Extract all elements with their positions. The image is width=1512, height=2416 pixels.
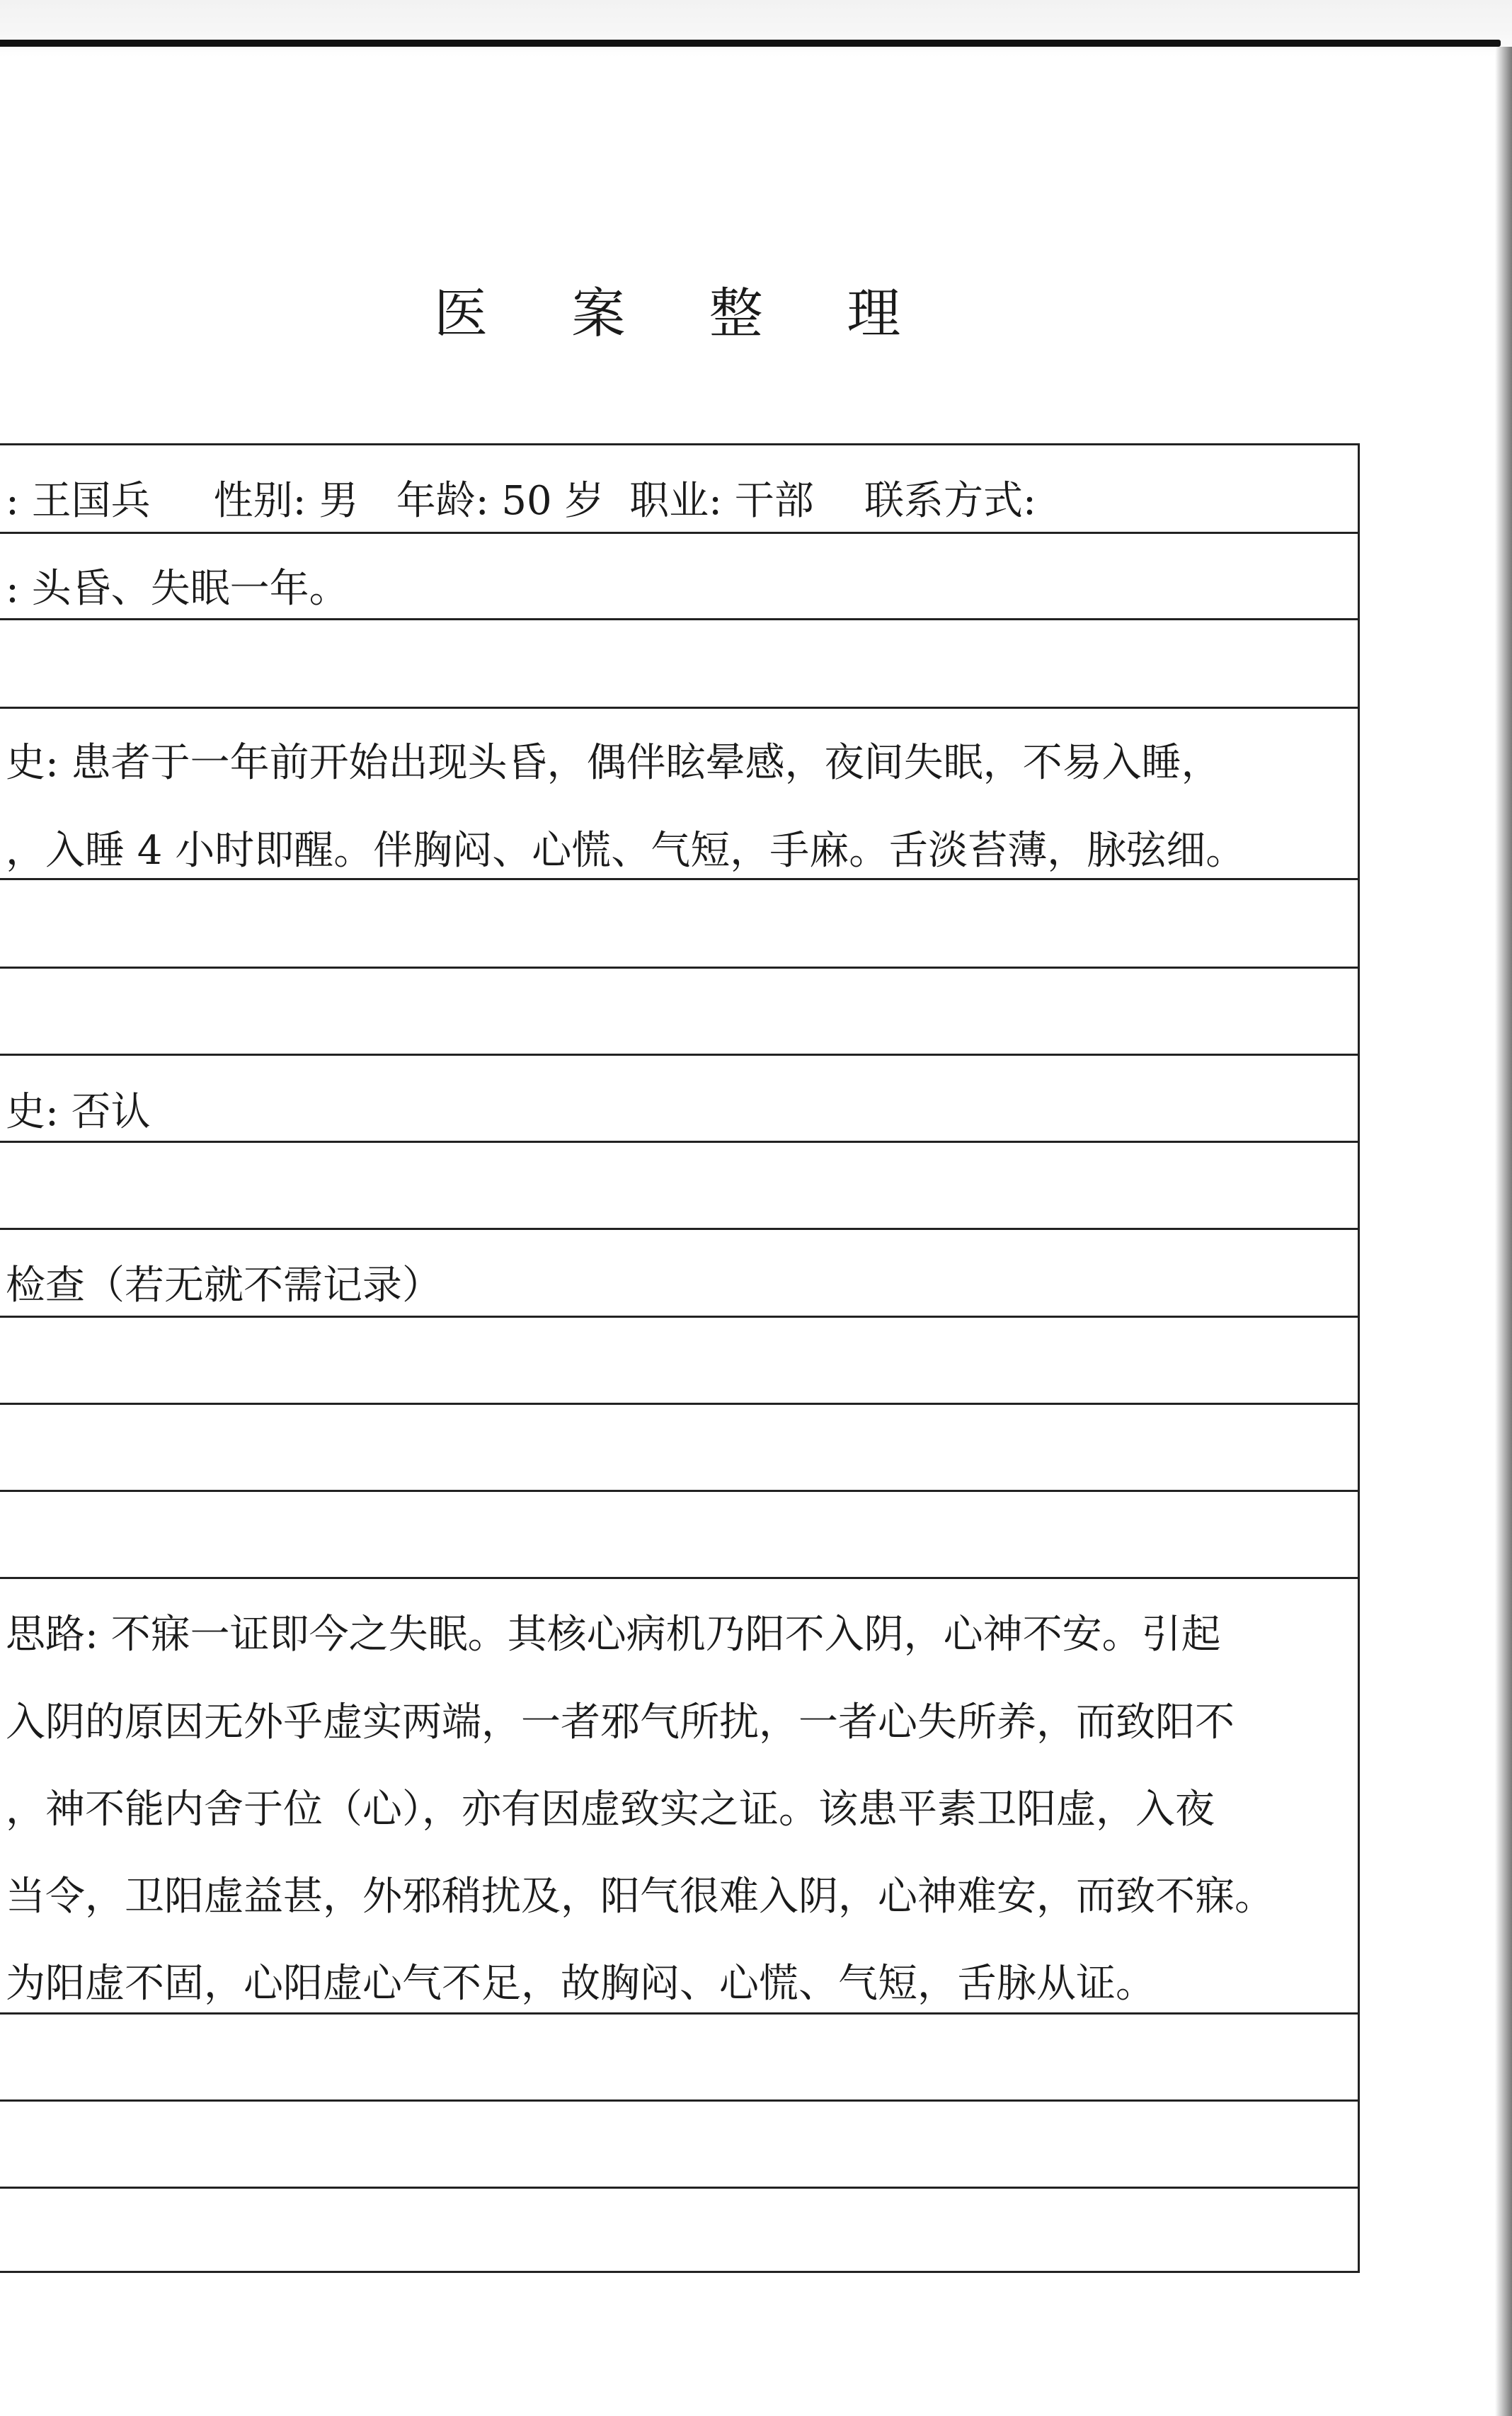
form-rule (0, 1141, 1360, 1143)
form-rule (0, 1316, 1360, 1318)
scan-right-edge (1495, 47, 1512, 2416)
form-rule (0, 1228, 1360, 1230)
form-rule (0, 2271, 1360, 2273)
form-rule (0, 878, 1360, 880)
page-title: 医 案 整 理 (434, 282, 934, 345)
form-rule (0, 1054, 1360, 1056)
form-rule (0, 967, 1360, 969)
analysis-line: 思路: 不寐一证即今之失眠。其核心病机乃阳不入阴，心神不安。引起 (6, 1612, 1221, 1658)
form-rule (0, 1490, 1360, 1492)
form-rule (0, 2187, 1360, 2189)
form-rule (0, 443, 1360, 445)
past-history-line: 史: 否认 (6, 1089, 151, 1135)
chief-complaint-line: : 头昏、失眠一年。 (6, 566, 349, 612)
record-form (0, 443, 1360, 2273)
form-rule (0, 532, 1360, 534)
present-history-line: 史: 患者于一年前开始出现头昏，偶伴眩晕感，夜间失眠，不易入睡， (6, 740, 1221, 786)
form-rule (0, 2012, 1360, 2015)
analysis-line: 入阴的原因无外乎虚实两端，一者邪气所扰，一者心失所养，而致阳不 (6, 1699, 1235, 1745)
scan-top-edge (0, 0, 1512, 57)
present-history-line: ，入睡 4 小时即醒。伴胸闷、心慌、气短，手麻。舌淡苔薄，脉弦细。 (6, 828, 1246, 874)
form-rule (0, 1577, 1360, 1579)
analysis-line: 当令，卫阳虚益甚，外邪稍扰及，阳气很难入阴，心神难安，而致不寐。 (6, 1874, 1274, 1920)
form-rule (0, 1403, 1360, 1405)
analysis-line: ，神不能内舍于位（心），亦有因虚致实之证。该患平素卫阳虚，入夜 (6, 1787, 1215, 1833)
form-rule (0, 618, 1360, 620)
page-top-border (0, 40, 1501, 47)
patient-info-line: : 王国兵 性别: 男 年龄: 50 岁 职业: 干部 联系方式: (6, 478, 1036, 524)
form-rule (0, 2099, 1360, 2102)
analysis-line: 为阳虚不固，心阳虚心气不足，故胸闷、心慌、气短，舌脉从证。 (6, 1961, 1155, 2007)
examination-line: 检查（若无就不需记录） (6, 1263, 442, 1309)
form-rule (0, 707, 1360, 709)
